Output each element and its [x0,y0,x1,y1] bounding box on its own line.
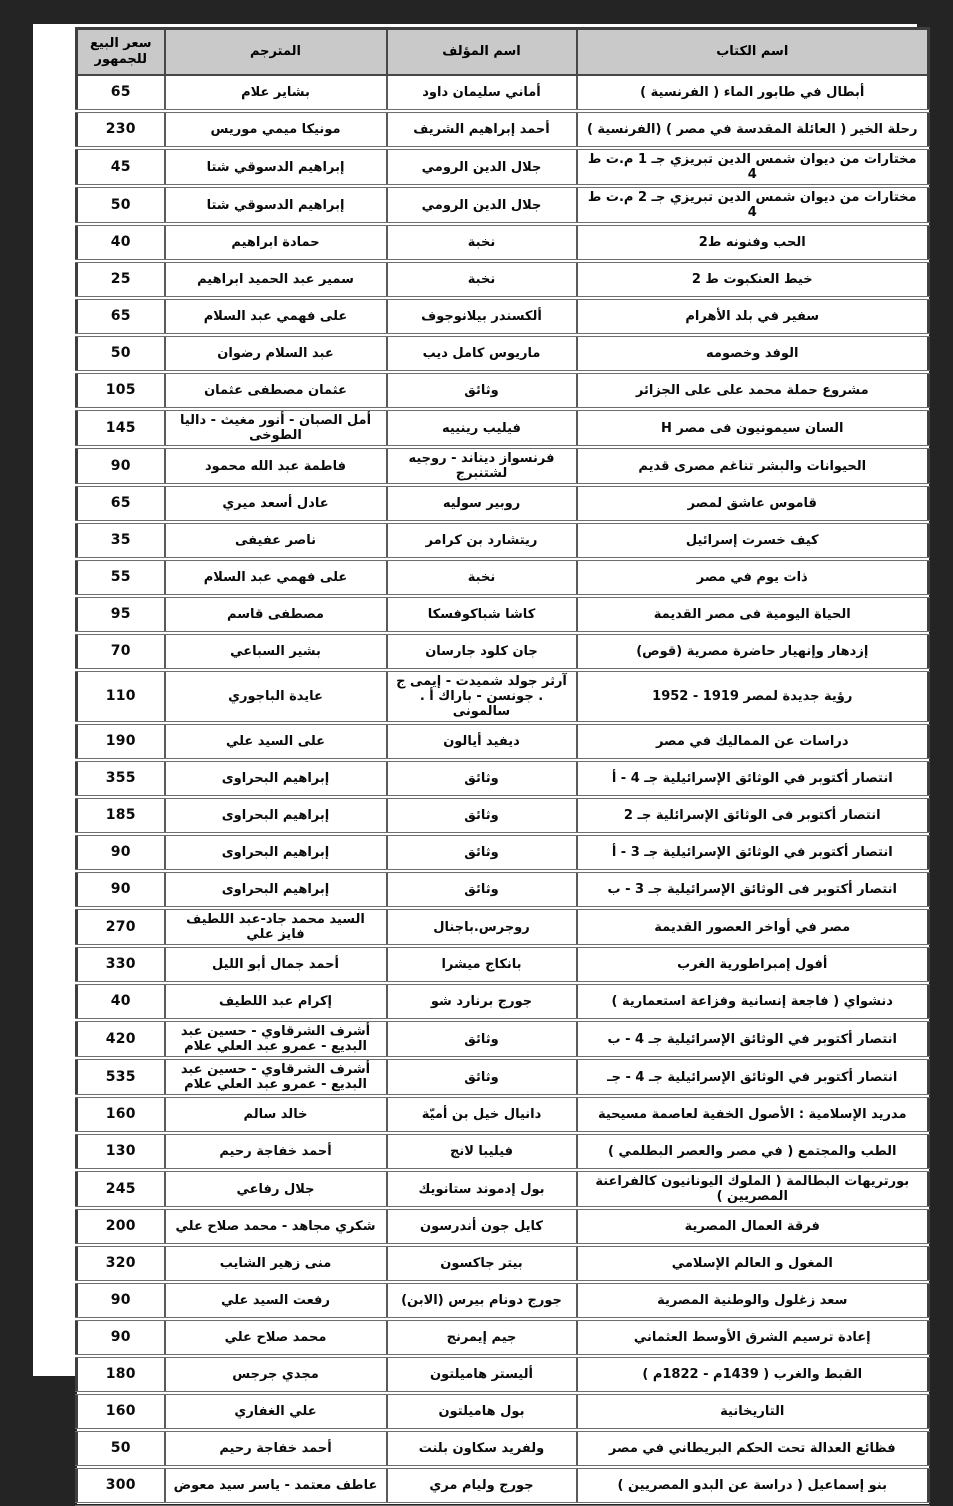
translator-cell: على فهمي عبد السلام [165,559,387,596]
table-row [77,946,929,983]
translator-cell: خالد سالم [165,1096,387,1133]
book-name-cell: التاريخانية [577,1393,929,1430]
price-cell: 300 [77,1467,165,1504]
author-cell: آرثر جولد شميدت - إيمى ج . جونسن - باراك أ . سالمونى [387,670,577,723]
translator-cell: أحمد خفاجة رحيم [165,1430,387,1467]
price-cell: 45 [77,148,165,186]
table-row [77,261,929,298]
price-cell: 50 [77,186,165,224]
translator-cell: حمادة ابراهيم [165,224,387,261]
table-row [77,1467,929,1504]
author-cell: روجرس.باجنال [387,908,577,946]
header-author-name: اسم المؤلف [387,29,577,76]
table-row [77,1245,929,1282]
price-cell: 180 [77,1356,165,1393]
author-cell: كايل جون أندرسون [387,1208,577,1245]
book-name-cell: خيط العنكبوت ط 2 [577,261,929,298]
book-name-cell: إزدهار وإنهيار حاضرة مصرية (قوص) [577,633,929,670]
table-row [77,1393,929,1430]
table-row [77,633,929,670]
book-name-cell: فرقة العمال المصرية [577,1208,929,1245]
translator-cell: مجدي جرجس [165,1356,387,1393]
price-cell: 355 [77,760,165,797]
table-row [77,983,929,1020]
price-cell: 90 [77,871,165,908]
translator-cell: أشرف الشرقاوي - حسين عبد البديع - عمرو عبد العلي علام [165,1058,387,1096]
table-row [77,1356,929,1393]
price-cell: 160 [77,1393,165,1430]
book-name-cell: قاموس عاشق لمصر [577,485,929,522]
author-cell: وثائق [387,372,577,409]
translator-cell: محمد صلاح علي [165,1319,387,1356]
price-cell: 200 [77,1208,165,1245]
author-cell: وثائق [387,1020,577,1058]
translator-cell: إبراهيم البحراوى [165,760,387,797]
book-name-cell: ذات يوم في مصر [577,559,929,596]
table-row [77,75,929,111]
price-cell: 245 [77,1170,165,1208]
price-cell: 105 [77,372,165,409]
book-name-cell: رحلة الخير ( العائلة المقدسة في مصر ) (الفرنسية ) [577,111,929,148]
author-cell: وثائق [387,834,577,871]
author-cell: جورج وليام مري [387,1467,577,1504]
translator-cell: أحمد خفاجة رحيم [165,1133,387,1170]
author-cell: جلال الدين الرومي [387,186,577,224]
book-name-cell: الحياة اليومية فى مصر القديمة [577,596,929,633]
author-cell: أماني سليمان داود [387,75,577,111]
table-row [77,1430,929,1467]
table-row [77,1058,929,1096]
price-cell: 40 [77,983,165,1020]
price-cell: 145 [77,409,165,447]
book-name-cell: الحيوانات والبشر تناغم مصرى قديم [577,447,929,485]
author-cell: كاشا شباكوفسكا [387,596,577,633]
translator-cell: عاطف معتمد - ياسر سيد معوض [165,1467,387,1504]
table-row [77,111,929,148]
header-price: سعر البيع للجمهور [77,29,165,76]
author-cell: نخبة [387,261,577,298]
book-name-cell: فظائع العدالة تحت الحكم البريطاني في مصر [577,1430,929,1467]
author-cell: دانيال خيل بن أميّة [387,1096,577,1133]
book-name-cell: انتصار أكتوبر في الوثائق الإسرائيلية جـ 4 - ب [577,1020,929,1058]
book-name-cell: الحب وفنونه ط2 [577,224,929,261]
price-cell: 535 [77,1058,165,1096]
book-name-cell: الطب والمجتمع ( في مصر والعصر البطلمي ) [577,1133,929,1170]
table-row [77,1020,929,1058]
table-row [77,148,929,186]
author-cell: روبير سوليه [387,485,577,522]
book-name-cell: أفول إمبراطورية الغرب [577,946,929,983]
price-cell: 270 [77,908,165,946]
table-row [77,1282,929,1319]
translator-cell: إبراهيم البحراوى [165,871,387,908]
book-name-cell: انتصار أكتوبر فى الوثائق الإسرائيلية جـ 3 - ب [577,871,929,908]
translator-cell: بشير السباعي [165,633,387,670]
translator-cell: أمل الصبان - أنور مغيث - داليا الطوخى [165,409,387,447]
translator-cell: أشرف الشرقاوي - حسين عبد البديع - عمرو عبد العلي علام [165,1020,387,1058]
price-cell: 55 [77,559,165,596]
table-row [77,760,929,797]
author-cell: ديفيد أيالون [387,723,577,760]
translator-cell: فاطمة عبد الله محمود [165,447,387,485]
price-cell: 160 [77,1096,165,1133]
book-name-cell: دراسات عن المماليك في مصر [577,723,929,760]
author-cell: بيتر جاكسون [387,1245,577,1282]
table-row [77,871,929,908]
table-row [77,1096,929,1133]
price-cell: 95 [77,596,165,633]
header-translator: المترجم [165,29,387,76]
price-cell: 65 [77,75,165,111]
books-price-table [75,27,930,1506]
book-name-cell: انتصار أكتوبر في الوثائق الإسرائيلية جـ 4 - أ [577,760,929,797]
translator-cell: عثمان مصطفى عثمان [165,372,387,409]
translator-cell: مونيكا ميمي موريس [165,111,387,148]
book-name-cell: إعادة ترسيم الشرق الأوسط العثماني [577,1319,929,1356]
translator-cell: إبراهيم الدسوقي شتا [165,186,387,224]
author-cell: ماريوس كامل ديب [387,335,577,372]
translator-cell: على السيد علي [165,723,387,760]
author-cell: بول هاميلتون [387,1393,577,1430]
table-row [77,485,929,522]
translator-cell: علي الغفاري [165,1393,387,1430]
translator-cell: بشاير علام [165,75,387,111]
translator-cell: جلال رفاعي [165,1170,387,1208]
table-row [77,335,929,372]
table-row [77,670,929,723]
table-row [77,797,929,834]
translator-cell: مصطفى قاسم [165,596,387,633]
price-cell: 320 [77,1245,165,1282]
book-name-cell: سعد زغلول والوطنية المصرية [577,1282,929,1319]
book-name-cell: انتصار أكتوبر في الوثائق الإسرائيلية جـ 4 - جـ [577,1058,929,1096]
price-cell: 70 [77,633,165,670]
author-cell: نخبة [387,559,577,596]
translator-cell: شكري مجاهد - محمد صلاح علي [165,1208,387,1245]
price-cell: 90 [77,1282,165,1319]
book-name-cell: مصر في أواخر العصور القديمة [577,908,929,946]
author-cell: فرنسواز ديناند - روجيه لشتنبرج [387,447,577,485]
book-name-cell: مختارات من ديوان شمس الدين تبريزي جـ 1 م.ت ط 4 [577,148,929,186]
table-row [77,908,929,946]
table-row [77,372,929,409]
table-row [77,298,929,335]
price-cell: 230 [77,111,165,148]
table-row [77,224,929,261]
book-name-cell: المغول و العالم الإسلامي [577,1245,929,1282]
translator-cell: إبراهيم الدسوقي شتا [165,148,387,186]
book-name-cell: انتصار أكتوبر فى الوثائق الإسرائلية جـ 2 [577,797,929,834]
book-name-cell: القبط والغرب ( 1439م - 1822م ) [577,1356,929,1393]
table-row [77,834,929,871]
table-row [77,1170,929,1208]
price-cell: 130 [77,1133,165,1170]
author-cell: جان كلود جارسان [387,633,577,670]
price-cell: 90 [77,834,165,871]
price-cell: 90 [77,447,165,485]
table-row [77,522,929,559]
table-row [77,1319,929,1356]
translator-cell: منى زهير الشايب [165,1245,387,1282]
author-cell: أحمد إبراهيم الشريف [387,111,577,148]
price-cell: 50 [77,1430,165,1467]
book-name-cell: سفير في بلد الأهرام [577,298,929,335]
book-name-cell: مشروع حملة محمد على على الجزائر [577,372,929,409]
author-cell: جورج دونام بيرس (الابن) [387,1282,577,1319]
author-cell: بول إدموند ستانويك [387,1170,577,1208]
translator-cell: ناصر عفيفى [165,522,387,559]
table-row [77,723,929,760]
table-row [77,1133,929,1170]
price-cell: 185 [77,797,165,834]
book-name-cell: السان سيمونيون فى مصر H [577,409,929,447]
book-name-cell: مدريد الإسلامية : الأصول الخفية لعاصمة مسيحية [577,1096,929,1133]
price-cell: 110 [77,670,165,723]
author-cell: وثائق [387,760,577,797]
translator-cell: أحمد جمال أبو الليل [165,946,387,983]
price-cell: 35 [77,522,165,559]
translator-cell: رفعت السيد علي [165,1282,387,1319]
book-name-cell: رؤية جديدة لمصر 1919 - 1952 [577,670,929,723]
author-cell: جيم إيمرنج [387,1319,577,1356]
table-row [77,596,929,633]
translator-cell: إبراهيم البحراوى [165,797,387,834]
author-cell: فيليبا لانج [387,1133,577,1170]
author-cell: ألكسندر بيلانوجوف [387,298,577,335]
price-cell: 90 [77,1319,165,1356]
header-book-name: اسم الكتاب [577,29,929,76]
book-name-cell: كيف خسرت إسرائيل [577,522,929,559]
translator-cell: عبد السلام رضوان [165,335,387,372]
translator-cell: سمير عبد الحميد ابراهيم [165,261,387,298]
translator-cell: على فهمي عبد السلام [165,298,387,335]
price-cell: 40 [77,224,165,261]
author-cell: ولفريد سكاون بلنت [387,1430,577,1467]
price-cell: 420 [77,1020,165,1058]
table-row [77,409,929,447]
author-cell: جورج برنارد شو [387,983,577,1020]
author-cell: وثائق [387,1058,577,1096]
book-name-cell: بنو إسماعيل ( دراسة عن البدو المصريين ) [577,1467,929,1504]
translator-cell: عايدة الباجوري [165,670,387,723]
author-cell: جلال الدين الرومي [387,148,577,186]
table-row [77,186,929,224]
table-row [77,1208,929,1245]
book-name-cell: أبطال في طابور الماء ( الفرنسية ) [577,75,929,111]
header-row [77,29,929,76]
price-cell: 65 [77,485,165,522]
table-row [77,559,929,596]
author-cell: بانكاج ميشرا [387,946,577,983]
author-cell: أليستر هاميلتون [387,1356,577,1393]
translator-cell: السيد محمد جاد-عبد اللطيف فايز علي [165,908,387,946]
price-cell: 50 [77,335,165,372]
author-cell: ريتشارد بن كرامر [387,522,577,559]
translator-cell: عادل أسعد ميري [165,485,387,522]
price-cell: 65 [77,298,165,335]
table-row [77,447,929,485]
author-cell: نخبة [387,224,577,261]
document-page [33,24,918,1493]
table-body [77,75,929,1504]
price-cell: 190 [77,723,165,760]
book-name-cell: مختارات من ديوان شمس الدين تبريزي جـ 2 م.ت ط 4 [577,186,929,224]
book-name-cell: الوفد وخصومه [577,335,929,372]
translator-cell: إبراهيم البحراوى [165,834,387,871]
price-cell: 330 [77,946,165,983]
author-cell: وثائق [387,871,577,908]
author-cell: فيليب رينييه [387,409,577,447]
author-cell: وثائق [387,797,577,834]
price-cell: 25 [77,261,165,298]
book-name-cell: انتصار أكتوبر في الوثائق الإسرائيلية جـ 3 - أ [577,834,929,871]
translator-cell: إكرام عبد اللطيف [165,983,387,1020]
book-name-cell: دنشواي ( فاجعة إنسانية وفزاعة استعمارية ) [577,983,929,1020]
book-name-cell: بورتريهات البطالمة ( الملوك اليونانيون كالفراعنة المصريين ) [577,1170,929,1208]
